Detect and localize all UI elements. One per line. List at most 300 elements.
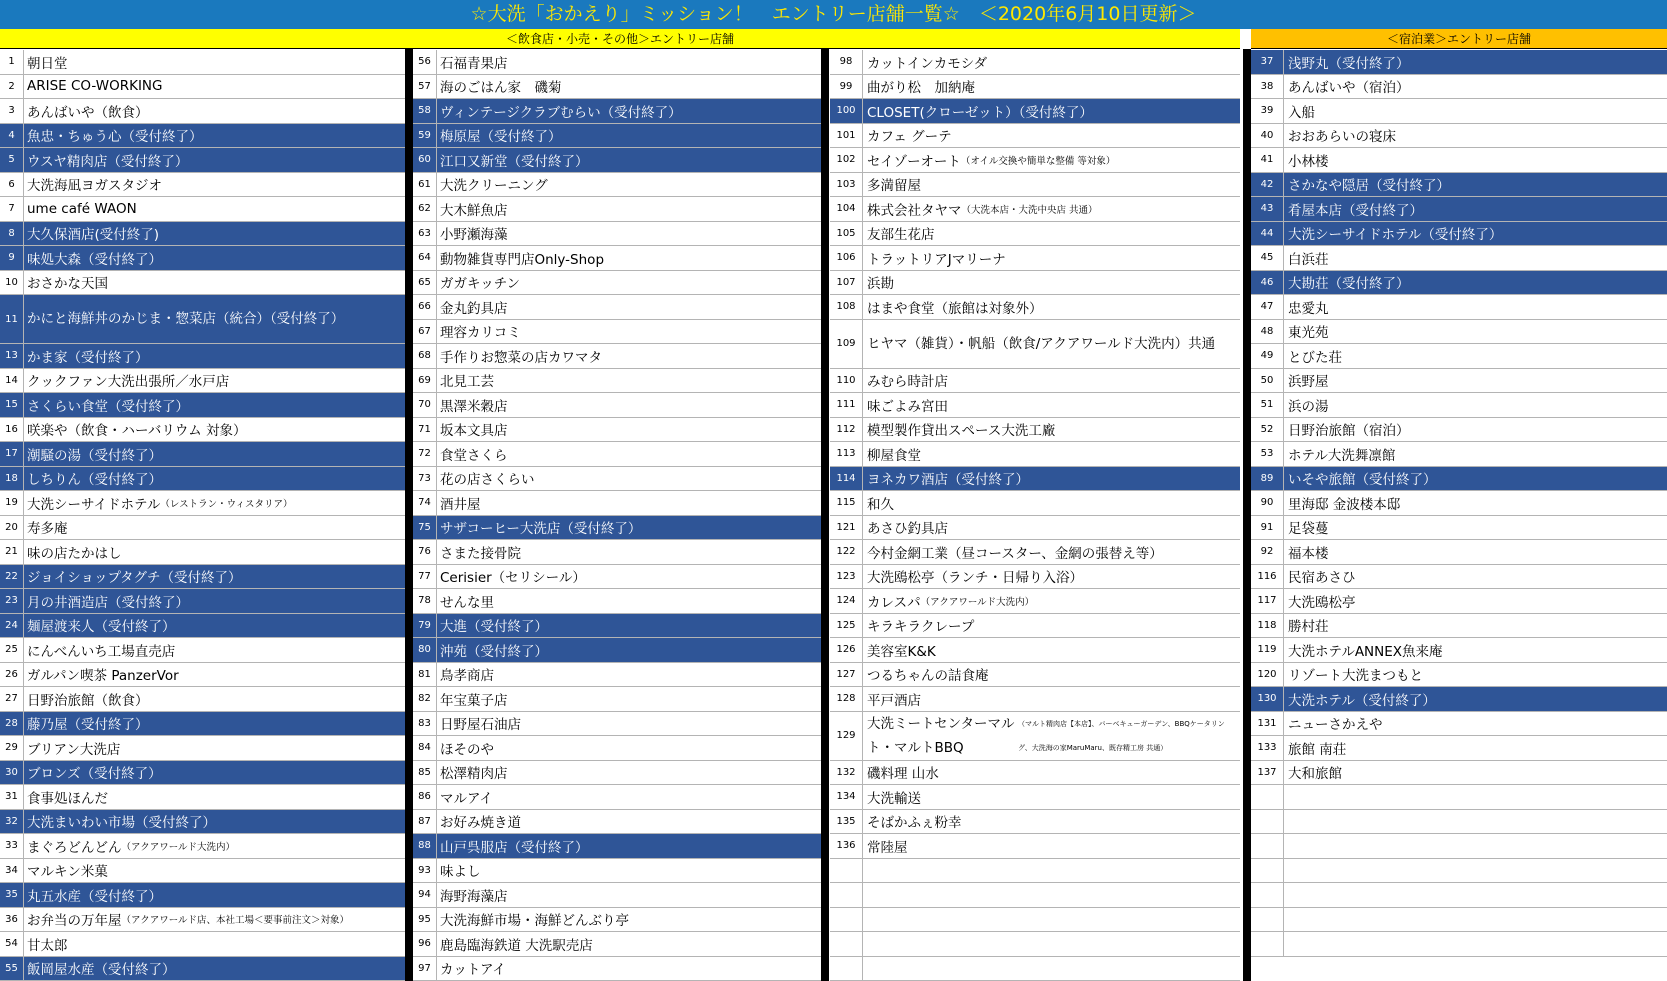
table-row xyxy=(1251,173,1667,198)
shop-name xyxy=(1288,491,1665,515)
table-row xyxy=(1251,614,1667,639)
table-row xyxy=(413,99,821,124)
entry-number: 108 xyxy=(830,295,863,319)
shop-name xyxy=(867,197,1238,221)
shop-name-text: 理容カリコミ xyxy=(440,325,521,342)
shop-name-text: あさひ釣具店 xyxy=(867,521,948,538)
shop-name-text: まぐろどんどん xyxy=(27,839,122,856)
shop-name xyxy=(1288,173,1665,197)
entry-number: 18 xyxy=(0,467,24,491)
entry-number: 135 xyxy=(830,810,863,834)
table-row xyxy=(830,369,1240,394)
entry-number: 64 xyxy=(413,246,437,270)
shop-name xyxy=(1288,516,1665,540)
table-row xyxy=(830,761,1240,786)
entry-number: 63 xyxy=(413,222,437,246)
entry-number: 54 xyxy=(0,932,24,956)
table-row xyxy=(0,271,405,296)
table-row xyxy=(413,614,821,639)
shop-name-text: マルアイ xyxy=(440,790,493,807)
entry-number: 66 xyxy=(413,295,437,319)
shop-name xyxy=(867,663,1238,687)
table-row xyxy=(0,148,405,173)
shop-name xyxy=(867,124,1238,148)
entry-number: 106 xyxy=(830,246,863,270)
shop-name-text: いそや旅館（受付終了） xyxy=(1288,472,1437,489)
shop-name-text: 北見工芸 xyxy=(440,374,494,391)
entry-number: 22 xyxy=(0,565,24,589)
shop-name-text: 花の店さくらい xyxy=(440,472,535,489)
entry-number: 101 xyxy=(830,124,863,148)
entry-number: 43 xyxy=(1251,197,1284,221)
table-row xyxy=(413,393,821,418)
table-row xyxy=(1251,99,1667,124)
shop-name-text: さくらい食堂（受付終了） xyxy=(27,398,189,415)
shop-name-text: あんばいや（飲食） xyxy=(27,104,149,121)
table-row xyxy=(1251,124,1667,149)
shop-name-text: 鳥孝商店 xyxy=(440,668,494,685)
shop-name-text: ブロンズ（受付終了） xyxy=(27,766,162,783)
entry-number xyxy=(1251,859,1284,883)
table-row xyxy=(413,908,821,933)
shop-name-text: 鹿島臨海鉄道 大洗駅売店 xyxy=(440,937,593,954)
shop-name xyxy=(440,859,819,883)
shop-name-text: ウスヤ精肉店（受付終了） xyxy=(27,153,189,170)
entry-number xyxy=(830,883,863,907)
table-row xyxy=(413,638,821,663)
table-row xyxy=(1251,785,1667,810)
shop-name xyxy=(1288,99,1665,123)
entry-number xyxy=(830,859,863,883)
entry-number: 87 xyxy=(413,810,437,834)
entry-number: 97 xyxy=(413,957,437,981)
table-row xyxy=(0,173,405,198)
table-row xyxy=(413,467,821,492)
shop-name-text: 小林楼 xyxy=(1288,153,1329,170)
table-row xyxy=(0,491,405,516)
entry-number: 103 xyxy=(830,173,863,197)
table-row xyxy=(830,614,1240,639)
shop-name-text: 酒井屋 xyxy=(440,496,481,513)
table-row xyxy=(413,859,821,884)
shop-name-text: ヒヤマ（雑貨）・帆船（飲食/アクアワールド大洗内）共通 xyxy=(867,335,1216,352)
table-row xyxy=(830,834,1240,859)
shop-name-text: 大勘荘（受付終了） xyxy=(1288,276,1410,293)
shop-name-text: みむら時計店 xyxy=(867,374,948,391)
shop-name-text: 石福青果店 xyxy=(440,55,508,72)
table-row xyxy=(413,442,821,467)
shop-name xyxy=(1288,859,1665,883)
shop-name xyxy=(27,50,403,74)
shop-name-text: 浜の湯 xyxy=(1288,398,1329,415)
shop-name-text: CLOSET(クローゼット）（受付終了） xyxy=(867,104,1093,121)
shop-name-text: 旅館 南荘 xyxy=(1288,741,1347,758)
shop-name xyxy=(1288,393,1665,417)
entry-number xyxy=(1251,883,1284,907)
entry-number: 88 xyxy=(413,834,437,858)
entry-number: 31 xyxy=(0,785,24,809)
shop-name-text: 海のごはん家 磯菊 xyxy=(440,80,562,97)
shop-name xyxy=(867,834,1238,858)
shop-name-text: はまや食堂（旅館は対象外） xyxy=(867,300,1043,317)
shop-name xyxy=(1288,687,1665,711)
table-row xyxy=(830,148,1240,173)
shop-name xyxy=(867,957,1238,981)
shop-name xyxy=(27,344,403,368)
entry-number: 7 xyxy=(0,197,24,221)
entry-column-1 xyxy=(0,50,405,981)
shop-name xyxy=(1288,197,1665,221)
entry-number: 11 xyxy=(0,295,24,343)
shop-name xyxy=(867,369,1238,393)
shop-name-text: 民宿あさひ xyxy=(1288,570,1356,587)
entry-number: 85 xyxy=(413,761,437,785)
table-row xyxy=(1251,197,1667,222)
shop-name-text: 沖苑（受付終了） xyxy=(440,643,548,660)
shop-name xyxy=(867,393,1238,417)
shop-name xyxy=(440,442,819,466)
table-row xyxy=(0,442,405,467)
shop-name xyxy=(867,173,1238,197)
shop-name xyxy=(27,516,403,540)
table-row xyxy=(0,124,405,149)
table-row xyxy=(0,712,405,737)
entry-number: 26 xyxy=(0,663,24,687)
shop-name-text: カットインカモシダ xyxy=(867,55,988,72)
entry-number xyxy=(830,957,863,981)
entry-column-3 xyxy=(830,50,1240,981)
shop-name xyxy=(440,614,819,638)
entry-number: 111 xyxy=(830,393,863,417)
entry-number: 50 xyxy=(1251,369,1284,393)
table-row xyxy=(0,393,405,418)
entry-number: 6 xyxy=(0,173,24,197)
shop-name-text: 浜勘 xyxy=(867,276,894,293)
table-row xyxy=(1251,344,1667,369)
table-row xyxy=(830,320,1240,369)
shop-name xyxy=(1288,320,1665,344)
table-row xyxy=(0,932,405,957)
shop-name-text: 日野治旅館（宿泊） xyxy=(1288,423,1410,440)
entry-number xyxy=(1251,810,1284,834)
shop-name-text: ニューさかえや xyxy=(1288,717,1383,734)
shop-name-text: 大洗輸送 xyxy=(867,790,921,807)
entry-number: 102 xyxy=(830,148,863,172)
entry-number: 2 xyxy=(0,75,24,99)
table-row xyxy=(830,222,1240,247)
shop-name xyxy=(27,75,403,99)
shop-name xyxy=(1288,442,1665,466)
shop-name-text: そばかふぇ粉幸 xyxy=(867,815,962,832)
entry-number: 58 xyxy=(413,99,437,123)
shop-name xyxy=(1288,565,1665,589)
table-row xyxy=(1251,638,1667,663)
shop-name-text: おおあらいの寝床 xyxy=(1288,129,1396,146)
table-row xyxy=(1251,908,1667,933)
shop-name-text: 黒澤米穀店 xyxy=(440,398,508,415)
shop-name-text: トラットリアJマリーナ xyxy=(867,251,1006,268)
entry-number: 94 xyxy=(413,883,437,907)
entry-number: 10 xyxy=(0,271,24,295)
shop-name xyxy=(27,638,403,662)
shop-name xyxy=(867,222,1238,246)
entry-number: 20 xyxy=(0,516,24,540)
shop-name xyxy=(867,467,1238,491)
shop-name xyxy=(27,712,403,736)
entry-number: 14 xyxy=(0,369,24,393)
entry-number: 115 xyxy=(830,491,863,515)
shop-name-text: 手作りお惣菜の店カワマタ xyxy=(440,349,602,366)
shop-name xyxy=(27,491,403,515)
entry-number: 19 xyxy=(0,491,24,515)
table-row xyxy=(0,883,405,908)
shop-name-text: 入船 xyxy=(1288,104,1315,121)
shop-name xyxy=(440,932,819,956)
shop-name-text: 江口又新堂（受付終了） xyxy=(440,153,589,170)
table-row xyxy=(1251,810,1667,835)
shop-name xyxy=(440,418,819,442)
table-row xyxy=(0,761,405,786)
table-row xyxy=(830,75,1240,100)
shop-name xyxy=(27,834,403,858)
entry-number: 48 xyxy=(1251,320,1284,344)
shop-name xyxy=(867,75,1238,99)
table-row xyxy=(1251,320,1667,345)
shop-name xyxy=(867,148,1238,172)
table-row xyxy=(413,516,821,541)
shop-name-text: クックファン大洗出張所／水戸店 xyxy=(27,374,230,391)
entry-number: 42 xyxy=(1251,173,1284,197)
table-row xyxy=(413,124,821,149)
entry-number: 129 xyxy=(830,712,863,760)
entry-column-lodging xyxy=(1251,50,1667,957)
entry-number: 61 xyxy=(413,173,437,197)
shop-name xyxy=(867,859,1238,883)
entry-number: 104 xyxy=(830,197,863,221)
entry-number: 5 xyxy=(0,148,24,172)
entry-number: 52 xyxy=(1251,418,1284,442)
shop-name-text: ホテル大洗舞凛館 xyxy=(1288,447,1396,464)
shop-name xyxy=(867,50,1238,74)
entry-number: 74 xyxy=(413,491,437,515)
entry-number xyxy=(1251,908,1284,932)
shop-name xyxy=(440,687,819,711)
shop-name-text: ほそのや xyxy=(440,741,494,758)
table-row xyxy=(413,810,821,835)
shop-name-text: 日野治旅館（飲食） xyxy=(27,692,149,709)
table-row xyxy=(413,295,821,320)
shop-name xyxy=(1288,589,1665,613)
table-row xyxy=(830,516,1240,541)
shop-name-text: 肴屋本店（受付終了） xyxy=(1288,202,1423,219)
table-row xyxy=(413,663,821,688)
table-row xyxy=(1251,761,1667,786)
table-row xyxy=(0,467,405,492)
shop-name xyxy=(1288,932,1665,956)
table-row xyxy=(830,467,1240,492)
entry-number: 45 xyxy=(1251,246,1284,270)
shop-name-text: 味ごよみ宮田 xyxy=(867,398,948,415)
shop-name-text: 美容室K&K xyxy=(867,643,936,660)
shop-name-text: 今村金網工業（昼コースター、金網の張替え等） xyxy=(867,545,1163,562)
shop-name xyxy=(27,736,403,760)
entry-number xyxy=(830,908,863,932)
shop-name-text: ガガキッチン xyxy=(440,276,521,293)
shop-name xyxy=(440,197,819,221)
entry-number: 81 xyxy=(413,663,437,687)
shop-name-text: 日野屋石油店 xyxy=(440,717,521,734)
shop-name-text: 友部生花店 xyxy=(867,227,935,244)
shop-name xyxy=(27,393,403,417)
shop-name-text: 大洗ホテル（受付終了） xyxy=(1288,692,1436,709)
shop-name xyxy=(27,222,403,246)
shop-name-text: 大洗海凪ヨガスタジオ xyxy=(27,178,162,195)
shop-name xyxy=(27,908,403,932)
entry-number: 71 xyxy=(413,418,437,442)
entry-number: 117 xyxy=(1251,589,1284,613)
entry-number: 98 xyxy=(830,50,863,74)
shop-name-text: 咲楽や（飲食・ハーバリウム 対象） xyxy=(27,423,247,440)
entry-number: 77 xyxy=(413,565,437,589)
entry-number: 132 xyxy=(830,761,863,785)
shop-name-text: 平戸酒店 xyxy=(867,692,921,709)
table-row xyxy=(1251,393,1667,418)
shop-name xyxy=(1288,271,1665,295)
table-row xyxy=(0,736,405,761)
entry-number: 89 xyxy=(1251,467,1284,491)
shop-name xyxy=(1288,222,1665,246)
table-row xyxy=(413,50,821,75)
entry-number: 86 xyxy=(413,785,437,809)
entry-number: 133 xyxy=(1251,736,1284,760)
entry-number: 65 xyxy=(413,271,437,295)
shop-name xyxy=(27,418,403,442)
table-row xyxy=(413,785,821,810)
shop-name-text: 里海邸 金波楼本邸 xyxy=(1288,496,1401,513)
table-row xyxy=(1251,50,1667,75)
shop-name xyxy=(867,883,1238,907)
shop-name xyxy=(867,810,1238,834)
shop-name xyxy=(440,540,819,564)
shop-note: （マルト精肉店【本店】、バーベキューガーデン、BBQケータリング、大洗海の家MaruMaru、既存精工房 共通） xyxy=(1017,719,1225,752)
shop-name xyxy=(867,589,1238,613)
entry-number: 16 xyxy=(0,418,24,442)
entry-number: 46 xyxy=(1251,271,1284,295)
shop-name xyxy=(440,883,819,907)
shop-name-text: 模型製作貸出スペース大洗工廠 xyxy=(867,423,1056,440)
shop-name xyxy=(27,369,403,393)
shop-name-text: ヨネカワ酒店（受付終了） xyxy=(867,472,1029,489)
entry-number: 9 xyxy=(0,246,24,270)
shop-name xyxy=(27,663,403,687)
shop-name-text: 寿多庵 xyxy=(27,521,68,538)
entry-number: 1 xyxy=(0,50,24,74)
shop-name-text: 甘太郎 xyxy=(27,937,68,954)
entry-number: 70 xyxy=(413,393,437,417)
entry-number: 73 xyxy=(413,467,437,491)
shop-name xyxy=(1288,761,1665,785)
shop-name xyxy=(440,148,819,172)
shop-name-text: カットアイ xyxy=(440,962,506,979)
entry-number: 44 xyxy=(1251,222,1284,246)
entry-number: 21 xyxy=(0,540,24,564)
shop-name-text: さまた接骨院 xyxy=(440,545,521,562)
shop-name xyxy=(1288,614,1665,638)
shop-name xyxy=(1288,467,1665,491)
shop-name xyxy=(867,761,1238,785)
entry-number: 121 xyxy=(830,516,863,540)
entry-number: 30 xyxy=(0,761,24,785)
entry-number: 120 xyxy=(1251,663,1284,687)
entry-number: 17 xyxy=(0,442,24,466)
table-row xyxy=(413,712,821,737)
shop-name-text: 大洗鴎松亭 xyxy=(1288,594,1356,611)
entry-number: 134 xyxy=(830,785,863,809)
table-row xyxy=(1251,75,1667,100)
shop-name xyxy=(27,589,403,613)
shop-name xyxy=(440,565,819,589)
shop-name-text: とびた荘 xyxy=(1288,349,1342,366)
table-row xyxy=(0,540,405,565)
entry-number: 36 xyxy=(0,908,24,932)
entry-number: 29 xyxy=(0,736,24,760)
shop-name-text: せんな里 xyxy=(440,594,494,611)
shop-name-text: リゾート大洗まつもと xyxy=(1288,668,1423,685)
shop-name-text: 白浜荘 xyxy=(1288,251,1329,268)
shop-name xyxy=(1288,246,1665,270)
entry-number: 23 xyxy=(0,589,24,613)
entry-number: 28 xyxy=(0,712,24,736)
shop-name xyxy=(1288,124,1665,148)
shop-name xyxy=(440,75,819,99)
table-row xyxy=(413,173,821,198)
shop-name xyxy=(27,810,403,834)
entry-number: 35 xyxy=(0,883,24,907)
shop-name xyxy=(27,687,403,711)
shop-name xyxy=(27,540,403,564)
shop-name-text: お弁当の万年屋 xyxy=(27,913,122,930)
table-row xyxy=(413,761,821,786)
shop-name xyxy=(1288,75,1665,99)
entry-number: 57 xyxy=(413,75,437,99)
entry-number xyxy=(1251,834,1284,858)
entry-number: 32 xyxy=(0,810,24,834)
shop-name xyxy=(1288,344,1665,368)
entry-number: 83 xyxy=(413,712,437,736)
table-row xyxy=(1251,712,1667,737)
table-row xyxy=(1251,834,1667,859)
shop-name-text: お好み焼き道 xyxy=(440,815,521,832)
shop-name-text: あんばいや（宿泊） xyxy=(1288,80,1410,97)
table-row xyxy=(413,148,821,173)
shop-name xyxy=(440,295,819,319)
shop-name xyxy=(867,442,1238,466)
table-row xyxy=(0,246,405,271)
table-row xyxy=(413,957,821,981)
shop-name-text: 月の井酒造店（受付終了） xyxy=(27,594,189,611)
shop-name-text: 動物雑貨専門店Only-Shop xyxy=(440,251,605,268)
entry-number: 47 xyxy=(1251,295,1284,319)
shop-name-text: マルキン米菓 xyxy=(27,864,108,881)
table-row xyxy=(0,50,405,75)
shop-name xyxy=(867,712,1238,760)
table-row xyxy=(830,638,1240,663)
table-row xyxy=(1251,663,1667,688)
shop-name xyxy=(440,467,819,491)
shop-name xyxy=(1288,663,1665,687)
shop-note: （大洗本店・大洗中央店 共通） xyxy=(961,204,1098,216)
shop-name-text: 梅原屋（受付終了） xyxy=(440,129,562,146)
